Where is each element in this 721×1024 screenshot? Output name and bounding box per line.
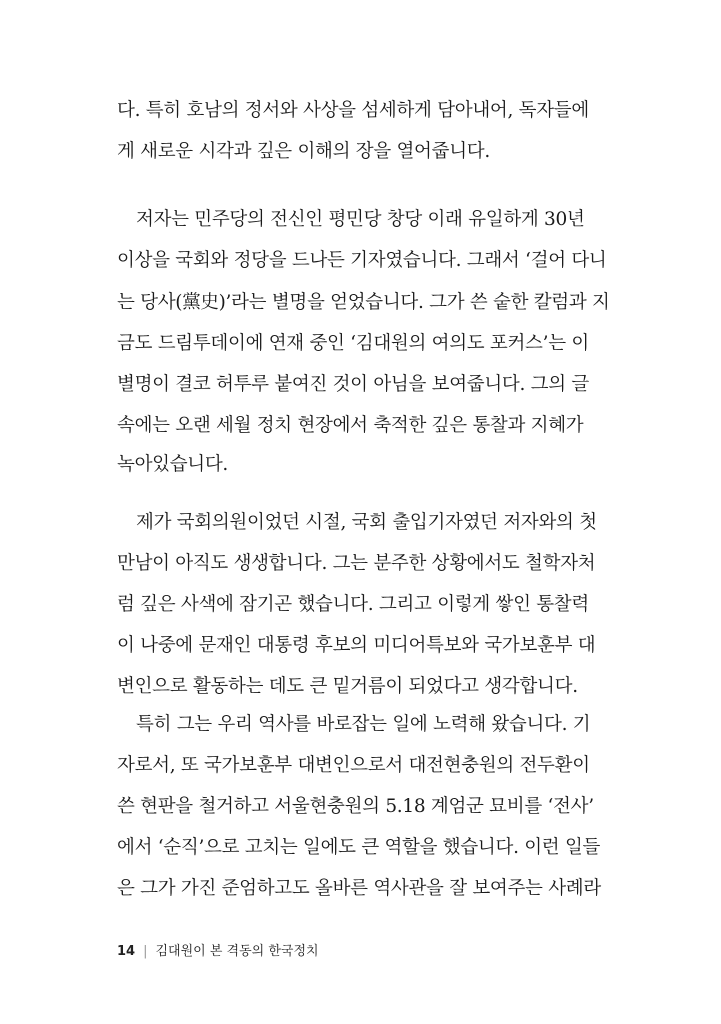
page-footer (117, 940, 319, 959)
text-line: 이 나중에 문재인 대통령 후보의 미디어특보와 국가보훈부 대 (117, 635, 596, 656)
text-line: 특히 그는 우리 역사를 바로잡는 일에 노력해 왔습니다. 기 (136, 714, 591, 735)
page-number: 14 (117, 944, 136, 959)
text-line: 별명이 결코 허투루 붙여진 것이 아님을 보여줍니다. 그의 글 (117, 374, 589, 395)
text-line: 에서 ‘순직’으로 고치는 일에도 큰 역할을 했습니다. 이런 일들 (117, 837, 601, 858)
text-line: 금도 드림투데이에 연재 중인 ‘김대원의 여의도 포커스’는 이 (117, 333, 589, 354)
text-line: 게 새로운 시각과 깊은 이해의 장을 열어줍니다. (117, 141, 490, 162)
text-line: 제가 국회의원이었던 시절, 국회 출입기자였던 저자와의 첫 (136, 512, 597, 533)
text-line: 자로서, 또 국가보훈부 대변인으로서 대전현충원의 전두환이 (117, 755, 590, 776)
text-line: 녹아있습니다. (117, 454, 229, 475)
text-line: 속에는 오랜 세월 정치 현장에서 축적한 깊은 통찰과 지혜가 (117, 415, 584, 436)
book-title: 김대원이 본 격동의 한국정치 (155, 944, 319, 959)
text-line: 변인으로 활동하는 데도 큰 밑거름이 되었다고 생각합니다. (117, 676, 578, 697)
text-line: 이상을 국회와 정당을 드나든 기자였습니다. 그래서 ‘걸어 다니 (117, 250, 607, 271)
text-line: 는 당사(黨史)’라는 별명을 얻었습니다. 그가 쓴 숱한 칼럼과 지 (117, 292, 610, 313)
text-line: 럼 깊은 사색에 잠기곤 했습니다. 그리고 이렇게 쌓인 통찰력 (117, 594, 589, 615)
text-line: 은 그가 가진 준엄하고도 올바른 역사관을 잘 보여주는 사례라 (117, 878, 601, 899)
text-line: 쓴 현판을 철거하고 서울현충원의 5.18 계엄군 묘비를 ‘전사’ (117, 796, 594, 817)
text-line: 저자는 민주당의 전신인 평민당 창당 이래 유일하게 30년 (136, 209, 585, 230)
text-line: 만남이 아직도 생생합니다. 그는 분주한 상황에서도 철학자처 (117, 553, 596, 574)
text-line: 다. 특히 호남의 정서와 사상을 섬세하게 담아내어, 독자들에 (117, 100, 589, 121)
footer-separator: | (143, 944, 148, 959)
